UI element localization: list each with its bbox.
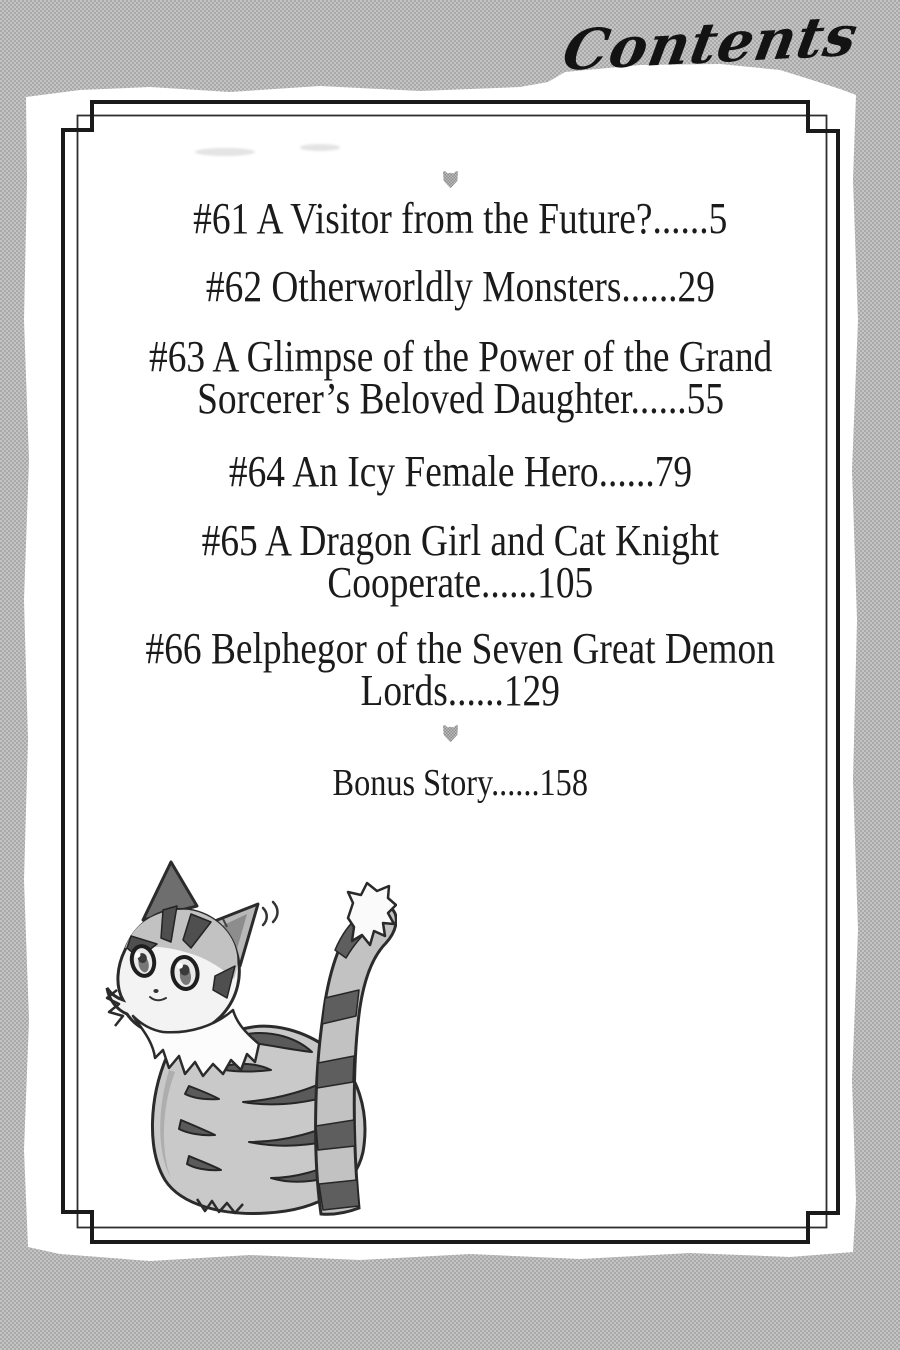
toc-entry-66-line-1: #66 Belphegor of the Seven Great Demon: [145, 624, 776, 673]
toc-entry-65-line-2: Cooperate......105: [327, 558, 594, 607]
toc-entry-65: [73, 516, 848, 607]
contents-script-title: Contents: [558, 2, 864, 84]
toc-entry-64-line-1: #64 An Icy Female Hero......79: [228, 447, 693, 496]
toc-entry-62: [73, 262, 848, 311]
toc-entry-61: [73, 194, 848, 243]
cat-tail: [316, 883, 397, 1214]
toc-entry-63: [73, 332, 848, 423]
cat-head: [107, 906, 239, 1036]
toc-entry-bonus-line-1: Bonus Story......158: [332, 762, 589, 804]
cat-illustration: [97, 858, 397, 1218]
toc-entry-65-line-1: #65 A Dragon Girl and Cat Knight: [201, 516, 720, 565]
toc-entry-bonus: [73, 762, 848, 804]
toc-entry-63-line-1: #63 A Glimpse of the Power of the Grand: [148, 332, 773, 381]
toc-entry-64: [73, 447, 848, 496]
toc-entry-61-line-1: #61 A Visitor from the Future?......5: [193, 194, 728, 243]
toc-entry-62-line-1: #62 Otherworldly Monsters......29: [205, 262, 716, 311]
cat-nose: [153, 989, 158, 993]
toc-entry-66: [73, 624, 848, 715]
toc-entry-63-line-2: Sorcerer’s Beloved Daughter......55: [197, 374, 724, 423]
toc-entry-66-line-2: Lords......129: [360, 666, 561, 715]
motion-marks: [263, 902, 278, 925]
